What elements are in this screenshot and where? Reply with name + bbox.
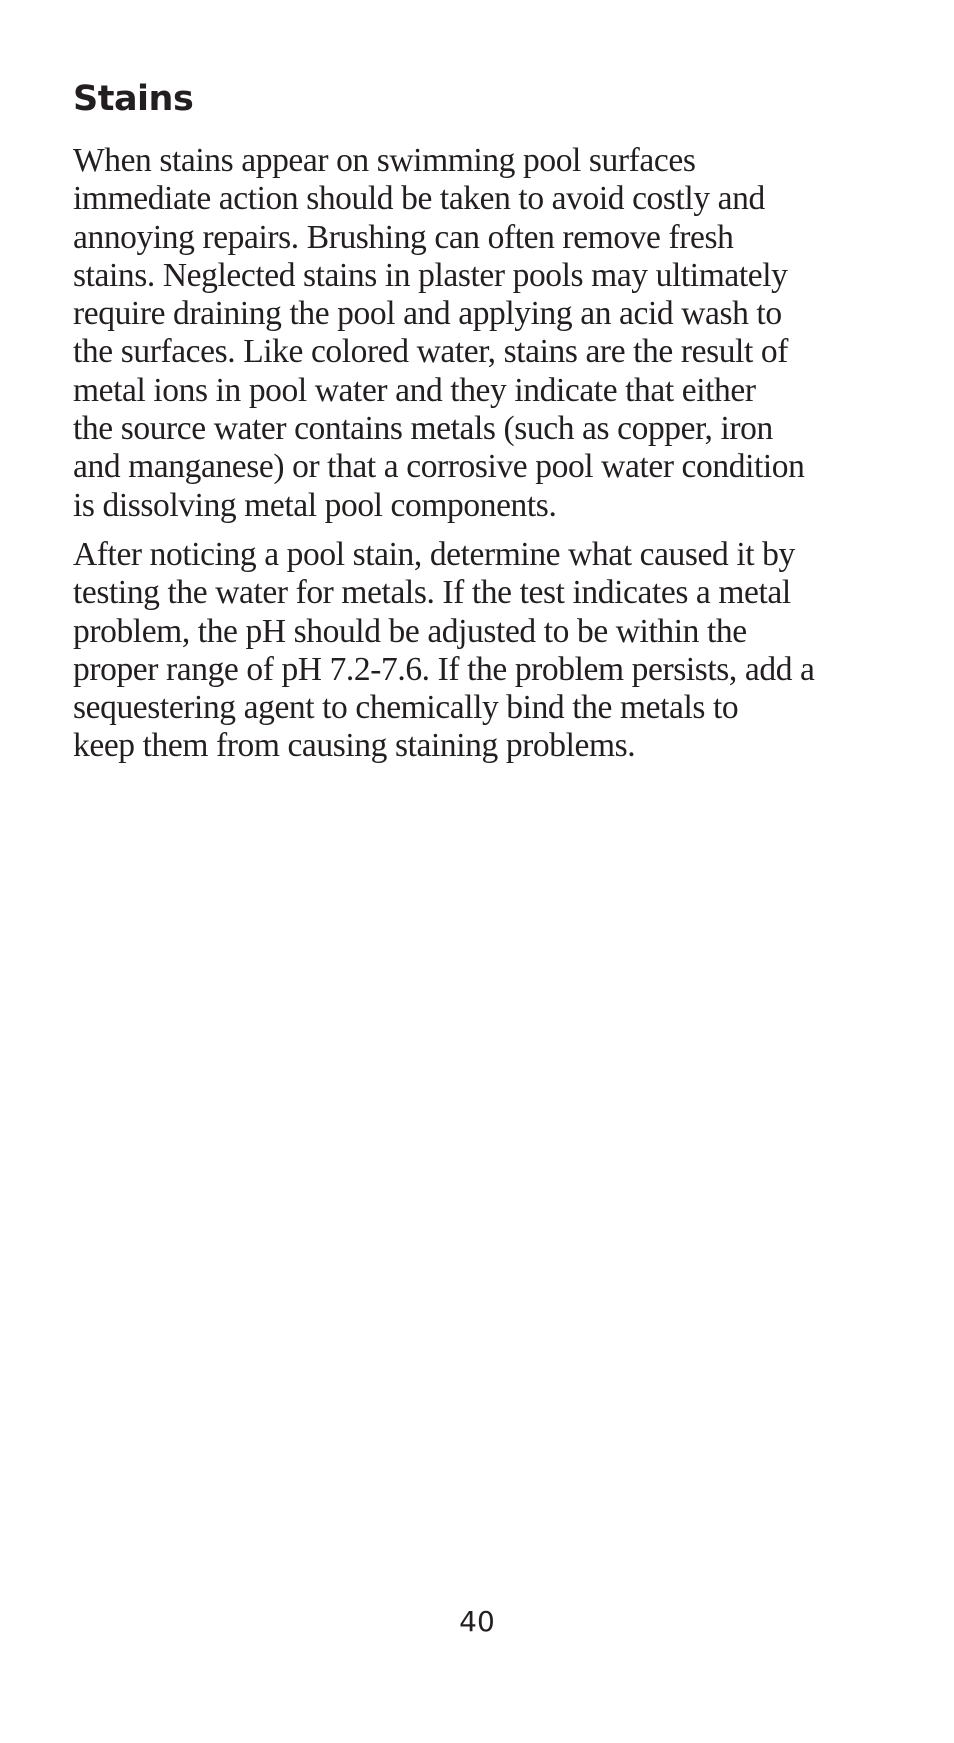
page-content — [73, 78, 893, 766]
page-number: 40 — [459, 1605, 495, 1638]
section-heading: Stains — [73, 79, 194, 119]
paragraph-stains-treatment: After noticing a pool stain, determine what caused it by testing the water for metals. If the test indicates a metal problem, the pH should be adjusted to be within the proper range of pH 7.2-7.6. If the problem persists, add a sequestering agent to chemically bind the metals to keep them from causing staining problems. — [73, 535, 815, 765]
paragraph-stains-intro: When stains appear on swimming pool surfaces immediate action should be taken to avoid costly and annoying repairs. Brushing can often remove fresh stains. Neglected stains in plaster pools may ultimately require draining the pool and applying an acid wash to the surfaces. Like colored water, stains are the result of metal ions in pool water and they indicate that either the source water contains metals (such as copper, iron and manganese) or that a corrosive pool water condition is dissolving metal pool components. — [73, 142, 805, 524]
